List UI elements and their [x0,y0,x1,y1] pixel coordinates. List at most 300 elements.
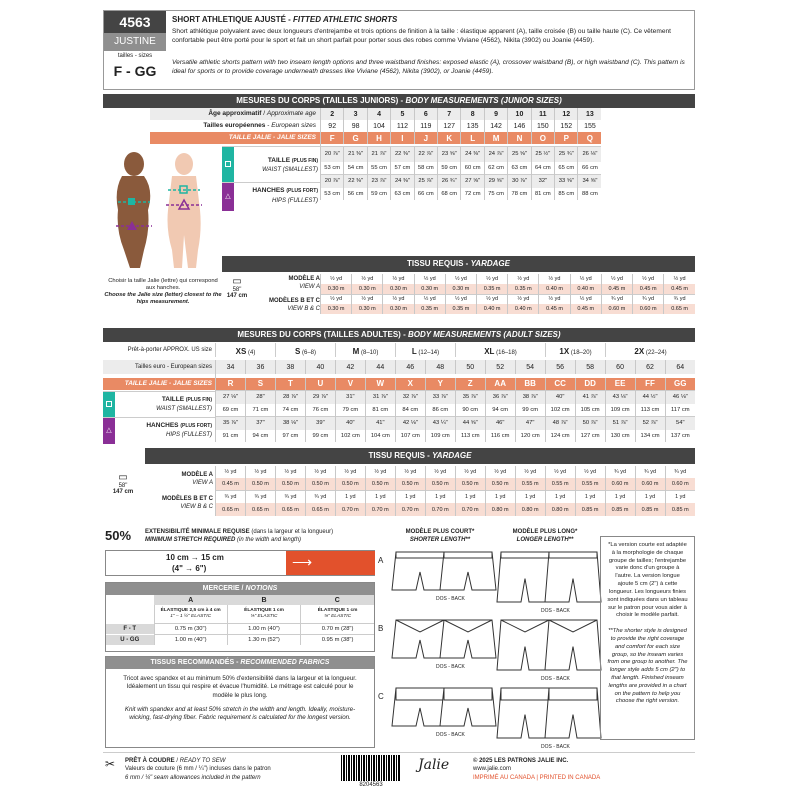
adult-jalie-row-cell: DD [575,378,605,390]
junior-waist-in-row-cell: 25 ¾" [555,146,578,162]
adult-waist-cm-row-cell: 74 cm [275,404,305,416]
adult-bc-yd-row-cell: ¾ yd [305,490,335,503]
junior-a-yd-row [321,274,696,284]
adult-bc-m-row-cell: 0.70 m [425,503,455,516]
junior-a-m-row-cell: 0.45 m [601,284,632,294]
adult-a-yd-row-cell: ¾ yd [665,466,695,478]
adult-euro-label: Tailles euro - European sizes [103,360,215,374]
rtw-size: M (8–10) [335,343,395,357]
adult-hips-in-row-cell: 43 ¼" [425,416,455,430]
adult-model-a-label: MODÈLE A VIEW A [181,472,213,486]
adult-model-bc-label: MODÈLES B ET C VIEW B & C [161,496,213,510]
adult-bc-yd-row-cell: 1 yd [605,490,635,503]
adult-yardage-table [215,466,695,516]
junior-waist-cm-row-cell: 64 cm [531,162,554,174]
junior-a-m-row-cell: 0.45 m [664,284,695,294]
adult-jalie-row-cell: Z [455,378,485,390]
adult-bc-yd-row-cell: ¾ yd [275,490,305,503]
junior-waist-cm-row-cell: 65 cm [555,162,578,174]
junior-hips-in-row-cell: 32" [531,174,554,188]
adult-title: MESURES DU CORPS (TAILLES ADULTES) - BODY MEASUREMENTS (ADULT SIZES) [103,328,695,342]
notions-row: U - GG 1.00 m (40") 1.30 m (52") 0.95 m (38") [106,634,374,645]
adult-a-m-row-cell: 0.50 m [305,478,335,490]
junior-bc-yd-row-cell: ½ yd [539,294,570,304]
stretch-gauge: 10 cm → 15 cm (4" → 6") ⟶ [105,550,375,576]
rtw-size: 2X (22–24) [605,343,695,357]
junior-model-a-label: MODÈLE A VIEW A [288,276,320,290]
adult-waist-in-row-cell: 32 ⅞" [395,390,425,404]
junior-hips-in-row-cell: 24 ⅜" [391,174,414,188]
adult-rtw-row [215,343,695,357]
adult-a-m-row-cell: 0.50 m [485,478,515,490]
adult-hips-cm-row-cell: 130 cm [605,430,635,442]
junior-age-row [321,108,696,120]
adult-a-m-row-cell: 0.60 m [605,478,635,490]
adult-hips-in-row [216,416,696,430]
adult-jalie-row-cell: CC [545,378,575,390]
adult-bc-yd-row-cell: 1 yd [335,490,365,503]
adult-hips-cm-row-cell: 109 cm [425,430,455,442]
adult-hips-cm-row-cell: 116 cm [485,430,515,442]
junior-a-yd-row-cell: ½ yd [601,274,632,284]
junior-hips-cm-row-cell: 72 cm [461,188,484,200]
junior-hips-in-row [321,174,696,188]
adult-waist-cm-row-cell: 99 cm [515,404,545,416]
view-short-header: MODÈLE PLUS COURT* SHORTER LENGTH** [405,529,475,544]
adult-a-m-row-cell: 0.60 m [665,478,695,490]
junior-a-yd-row-cell: ½ yd [570,274,601,284]
adult-waist-in-row-cell: 29 ⅞" [305,390,335,404]
desc-en: Versatile athletic shorts pattern with two inseam length options and three waistband finishes: exposed elastic (A), crossover waistband (B), or high waistband (C). This pattern is ideal for sports or to provide coverage underneath dresses like Viviane (4562), Nikita (3902), or Joanie (4459). [172,59,685,75]
adult-jalie-row-cell: BB [515,378,545,390]
adult-bc-m-row-cell: 0.70 m [455,503,485,516]
junior-hips-cm-row-cell: 88 cm [578,188,601,200]
adult-waist-in-row-cell: 43 ⅛" [605,390,635,404]
adult-a-yd-row-cell: ½ yd [515,466,545,478]
adult-waist-in-row-cell: 31" [335,390,365,404]
adult-waist-cm-row [216,404,696,416]
junior-jalie-row-cell: I [391,132,414,144]
view-long-header: MODÈLE PLUS LONG* LONGER LENGTH** [512,529,578,544]
adult-hips-cm-row-cell: 91 cm [216,430,246,442]
sizes-label: tailles - sizes [117,53,153,59]
adult-a-m-row-cell: 0.50 m [425,478,455,490]
junior-bc-yd-row-cell: ¾ yd [633,294,664,304]
adult-a-m-row-cell: 0.60 m [635,478,665,490]
junior-bc-yd-row-cell: ½ yd [445,294,476,304]
junior-bc-yd-row-cell: ½ yd [383,294,414,304]
junior-waist-cm-row-cell: 53 cm [321,162,344,174]
junior-hips-cm-row-cell: 81 cm [531,188,554,200]
junior-bc-m-row-cell: 0.30 m [352,304,383,314]
junior-waist-cm-row-cell: 59 cm [438,162,461,174]
adult-bc-m-row-cell: 0.65 m [216,503,246,516]
adult-hips-cm-row-cell: 107 cm [395,430,425,442]
desc-fr: Short athlétique polyvalent avec deux longueurs d'entrejambe et trois options de finition à la taille : élastique apparent (A), taille croisée (B) ou taille haute (C). Ce vêtement confortable peut être porté pour le sport et fait un short parfait pour porter sous des robes comme Viviane (4562), Nikita (3902) ou Joanie (4459). [172,28,672,44]
junior-waist-in-row-cell: 25 ⅝" [508,146,531,162]
junior-jalie-row-cell: G [344,132,367,144]
adult-hips-in-row-cell: 48 ⅞" [545,416,575,430]
adult-waist-cm-row-cell: 84 cm [395,404,425,416]
junior-a-m-row-cell: 0.30 m [414,284,445,294]
view-b-short: DOS - BACK [390,618,490,684]
junior-jalie-row-cell: H [367,132,390,144]
junior-hips-cm-row-cell: 78 cm [508,188,531,200]
adult-euro-row-cell: 34 [216,360,246,374]
view-label: A [378,556,384,565]
adult-a-m-row-cell: 0.50 m [275,478,305,490]
junior-fabric-width: ▭ 58" 147 cm [222,274,252,318]
notions-elastic: ÉLASTIQUE 1 cm ⅜" ELASTIC [301,605,374,623]
adult-waist-cm-row-cell: 94 cm [485,404,515,416]
junior-bc-yd-row-cell: ½ yd [477,294,508,304]
junior-waist-cm-row-cell: 55 cm [367,162,390,174]
junior-a-yd-row-cell: ½ yd [352,274,383,284]
adult-waist-cm-row-cell: 117 cm [665,404,695,416]
notions-elastic: ÉLASTIQUE 1 cm ⅜" ELASTIC [227,605,300,623]
adult-a-m-row-cell: 0.55 m [545,478,575,490]
junior-waist-in-row-cell: 25 ½" [531,146,554,162]
view-c-short: DOS - BACK [390,686,490,752]
adult-bc-m-row-cell: 0.85 m [665,503,695,516]
junior-bc-yd-row-cell: ½ yd [321,294,352,304]
adult-waist-in-row-cell: 28 ⅞" [275,390,305,404]
adult-bc-yd-row-cell: 1 yd [545,490,575,503]
junior-a-m-row-cell: 0.40 m [539,284,570,294]
adult-hips-in-row-cell: 47" [515,416,545,430]
adult-euro-row-cell: 48 [425,360,455,374]
junior-a-yd-row-cell: ½ yd [414,274,445,284]
adult-waist-cm-row-cell: 71 cm [245,404,275,416]
adult-a-m-row-cell: 0.50 m [365,478,395,490]
body-figure [104,150,222,270]
adult-euro-row-cell: 52 [485,360,515,374]
adult-hips-cm-row-cell: 120 cm [515,430,545,442]
junior-euro-row-cell: 146 [508,120,531,132]
adult-jalie-row-cell: S [245,378,275,390]
junior-hips-cm-row-cell: 85 cm [555,188,578,200]
adult-hips-cm-row-cell: 137 cm [665,430,695,442]
junior-euro-row-cell: 119 [414,120,437,132]
adult-waist-in-row-cell: 27 ⅛" [216,390,246,404]
adult-waist-cm-row-cell: 102 cm [545,404,575,416]
view-b-long: DOS - BACK [495,618,595,684]
junior-hips-label: △ HANCHES (PLUS FORT) HIPS (FULLEST) [222,182,320,210]
adult-bc-yd-row-cell: 1 yd [395,490,425,503]
junior-hips-in-row-cell: 25 ⅞" [414,174,437,188]
adult-hips-cm-row-cell: 99 cm [305,430,335,442]
junior-age-row-cell: 12 [555,108,578,120]
choose-size-note: Choisir la taille Jalie (lettre) qui correspond aux hanches. Choose the Jalie size (letter) closest to the hips measurement. [104,278,222,305]
adult-bc-yd-row-cell: ¾ yd [245,490,275,503]
adult-hips-cm-row-cell: 127 cm [575,430,605,442]
adult-waist-in-row-cell: 40" [545,390,575,404]
junior-jalie-row-cell: L [461,132,484,144]
junior-waist-cm-row-cell: 60 cm [461,162,484,174]
adult-hips-cm-row-cell: 104 cm [365,430,395,442]
length-notes: *La version courte est adaptée à la morphologie de chaque groupe de tailles; l'entrejambe varie donc d'un groupe à l'autre. La version longue ajoute 5 cm (2") à cette longueur. Les longueurs finies sont indiquées dans un tableau sur le patron pour vous aider à choisir le modèle parfait. **The shorter style is designed to provide the right coverage and comfort for each size group, so the inseam varies from one group to another. The longer style adds 5 cm (2") to that length. Finished inseam lengths are provided in a chart on the pattern to help you choose the right version. [600,536,695,740]
adult-a-yd-row-cell: ½ yd [455,466,485,478]
adult-hips-label: △ HANCHES (PLUS FORT) HIPS (FULLEST) [103,417,215,443]
adult-hips-in-row-cell: 54" [665,416,695,430]
junior-age-row-cell: 13 [578,108,601,120]
adult-euro-row-cell: 36 [245,360,275,374]
adult-hips-in-row-cell: 44 ⅝" [455,416,485,430]
junior-bc-m-row-cell: 0.30 m [321,304,352,314]
adult-waist-cm-row-cell: 79 cm [335,404,365,416]
view-label: B [378,624,384,633]
adult-jalie-label: TAILLE JALIE - JALIE SIZES [103,378,215,390]
junior-a-m-row-cell: 0.30 m [445,284,476,294]
junior-title: MESURES DU CORPS (TAILLES JUNIORS) - BODY MEASUREMENTS (JUNIOR SIZES) [103,94,695,108]
junior-bc-m-row-cell: 0.65 m [664,304,695,314]
arrow-right-icon: ⟶ [292,554,313,570]
adult-jalie-row-cell: X [395,378,425,390]
junior-age-row-cell: 8 [461,108,484,120]
fabric-roll-icon: ▭ [118,472,128,483]
junior-bc-m-row-cell: 0.45 m [570,304,601,314]
adult-hips-in-row-cell: 52 ⅞" [635,416,665,430]
adult-waist-in-row-cell: 36 ⅞" [485,390,515,404]
junior-age-row-cell: 7 [438,108,461,120]
junior-bc-yd-row-cell: ½ yd [508,294,539,304]
adult-fabric-width: ▭ 58" 147 cm [103,466,143,518]
rtw-size: XS (4) [215,343,275,357]
adult-hips-in-row-cell: 40" [335,416,365,430]
junior-age-label: Âge approximatif / Approximate age [150,108,320,120]
junior-a-yd-row-cell: ½ yd [383,274,414,284]
junior-bc-m-row-cell: 0.40 m [477,304,508,314]
fabric-roll-icon: ▭ [232,276,242,287]
junior-jalie-row-cell: J [414,132,437,144]
junior-bc-yd-row-cell: ½ yd [352,294,383,304]
stretch-title: EXTENSIBILITÉ MINIMALE REQUISE (dans la largeur et la longueur) MINIMUM STRETCH REQUIRED (in the width and length) [145,529,334,544]
junior-euro-row-cell: 142 [484,120,507,132]
pattern-name: JUSTINE [104,33,166,51]
barcode [341,755,401,781]
adult-a-m-row-cell: 0.50 m [455,478,485,490]
junior-jalie-row-cell: K [438,132,461,144]
adult-bc-m-row [216,503,696,516]
adult-a-yd-row-cell: ½ yd [485,466,515,478]
junior-euro-row-cell: 104 [367,120,390,132]
junior-hips-cm-row-cell: 68 cm [438,188,461,200]
junior-waist-in-row-cell: 26 ⅛" [578,146,601,162]
adult-hips-in-row-cell: 50 ⅞" [575,416,605,430]
adult-waist-in-row-cell: 41 ⅞" [575,390,605,404]
adult-waist-in-row-cell: 33 ⅞" [425,390,455,404]
junior-jalie-row-cell: M [484,132,507,144]
adult-bc-yd-row-cell: 1 yd [575,490,605,503]
junior-bc-yd-row-cell: ½ yd [570,294,601,304]
junior-hips-in-row-cell: 34 ⅝" [578,174,601,188]
junior-a-m-row [321,284,696,294]
junior-waist-cm-row-cell: 63 cm [508,162,531,174]
junior-waist-in-row-cell: 22 ⅞" [414,146,437,162]
junior-hips-cm-row-cell: 75 cm [484,188,507,200]
adult-jalie-row-cell: EE [605,378,635,390]
adult-waist-cm-row-cell: 86 cm [425,404,455,416]
adult-a-yd-row [216,466,696,478]
rtw-size: XL (16–18) [455,343,545,357]
title-en: FITTED ATHLETIC SHORTS [293,15,398,24]
junior-hips-in-row-cell: 30 ⅞" [508,174,531,188]
adult-waist-in-row-cell: 31 ⅞" [365,390,395,404]
adult-waist-cm-row-cell: 81 cm [365,404,395,416]
adult-waist-cm-row-cell: 109 cm [605,404,635,416]
notions-col: B [227,595,300,605]
rtw-size: S (6–8) [275,343,335,357]
junior-a-yd-row-cell: ½ yd [664,274,695,284]
adult-bc-yd-row-cell: 1 yd [485,490,515,503]
adult-jalie-row-cell: AA [485,378,515,390]
adult-euro-row-cell: 62 [635,360,665,374]
rtw-size: 1X (18–20) [545,343,605,357]
adult-bc-yd-row-cell: 1 yd [455,490,485,503]
adult-a-yd-row-cell: ½ yd [425,466,455,478]
junior-age-row-cell: 10 [508,108,531,120]
junior-bc-m-row-cell: 0.35 m [445,304,476,314]
junior-bc-yd-row [321,294,696,304]
adult-euro-row [216,360,696,374]
scissors-icon: ✂ [105,757,116,771]
notions-row: F - T 0.75 m (30") 1.00 m (40") 0.70 m (28") [106,623,374,634]
junior-euro-row [321,120,696,132]
adult-hips-in-row-cell: 41" [365,416,395,430]
notions-col: A [154,595,227,605]
view-a-long: DOS - BACK [495,550,595,616]
junior-age-row-cell: 9 [484,108,507,120]
junior-hips-in-row-cell: 29 ⅝" [484,174,507,188]
junior-jalie-row-cell: O [531,132,554,144]
size-range: F - GG [113,63,157,79]
junior-a-m-row-cell: 0.45 m [633,284,664,294]
adult-waist-label: TAILLE (PLUS FIN) WAIST (SMALLEST) [103,391,215,417]
adult-euro-row-cell: 64 [665,360,695,374]
adult-waist-in-row-cell: 28" [245,390,275,404]
adult-waist-in-row [216,390,696,404]
junior-a-yd-row-cell: ½ yd [508,274,539,284]
adult-bc-m-row-cell: 0.65 m [275,503,305,516]
junior-model-bc-label: MODÈLES B ET C VIEW B & C [268,298,320,312]
title-fr: SHORT ATHLETIQUE AJUSTÉ [172,15,286,24]
junior-hips-cm-row-cell: 63 cm [391,188,414,200]
adult-hips-cm-row-cell: 102 cm [335,430,365,442]
junior-bc-m-row-cell: 0.60 m [633,304,664,314]
barcode-number: 8204563 [359,782,383,788]
adult-a-yd-row-cell: ¾ yd [605,466,635,478]
adult-jalie-row-cell: FF [635,378,665,390]
junior-hips-cm-row [321,188,696,200]
adult-hips-cm-row-cell: 97 cm [275,430,305,442]
junior-yardage-title: TISSU REQUIS - YARDAGE [222,256,695,272]
adult-a-yd-row-cell: ½ yd [275,466,305,478]
notions-col: C [301,595,374,605]
adult-waist-cm-row-cell: 105 cm [575,404,605,416]
junior-waist-cm-row-cell: 66 cm [578,162,601,174]
junior-waist-in-row-cell: 22 ⅜" [391,146,414,162]
adult-bc-yd-row [216,490,696,503]
junior-a-m-row-cell: 0.35 m [477,284,508,294]
junior-age-row-cell: 5 [391,108,414,120]
adult-euro-row-cell: 46 [395,360,425,374]
junior-waist-cm-row-cell: 58 cm [414,162,437,174]
junior-a-yd-row-cell: ½ yd [321,274,352,284]
adult-a-yd-row-cell: ½ yd [395,466,425,478]
adult-rtw-label: Prêt-à-porter APPROX. US size [127,347,212,353]
adult-bc-m-row-cell: 0.70 m [395,503,425,516]
adult-euro-row-cell: 44 [365,360,395,374]
junior-euro-row-cell: 98 [344,120,367,132]
adult-waist-cm-row-cell: 113 cm [635,404,665,416]
adult-hips-in-row-cell: 39" [305,416,335,430]
adult-euro-row-cell: 40 [305,360,335,374]
adult-hips-in-row-cell: 46" [485,416,515,430]
junior-a-m-row-cell: 0.40 m [570,284,601,294]
junior-waist-label: TAILLE (PLUS FIN) WAIST (SMALLEST) [222,146,320,182]
adult-waist-in-row-cell: 46 ⅛" [665,390,695,404]
junior-euro-row-cell: 92 [321,120,344,132]
junior-bc-m-row-cell: 0.45 m [539,304,570,314]
adult-hips-in-row-cell: 51 ⅞" [605,416,635,430]
junior-waist-in-row-cell: 20 ⅞" [321,146,344,162]
junior-hips-cm-row-cell: 56 cm [344,188,367,200]
adult-a-yd-row-cell: ½ yd [216,466,246,478]
junior-hips-cm-row-cell: 59 cm [367,188,390,200]
junior-age-row-cell: 4 [367,108,390,120]
adult-bc-m-row-cell: 0.80 m [485,503,515,516]
notions-elastic: ÉLASTIQUE 2,5 cm à 4 cm 1" – 1 ½" ELASTIC [154,605,227,623]
junior-hips-in-row-cell: 26 ¾" [438,174,461,188]
adult-jalie-row [216,378,696,390]
junior-hips-in-row-cell: 23 ⅞" [367,174,390,188]
adult-hips-in-row-cell: 37" [245,416,275,430]
adult-bc-m-row-cell: 0.85 m [605,503,635,516]
adult-waist-cm-row-cell: 76 cm [305,404,335,416]
junior-jalie-row-cell: Q [578,132,601,144]
notions-box: MERCERIE / NOTIONS A B C ÉLASTIQUE 2,5 cm à 4 cm 1" – 1 ½" ELASTIC ÉLASTIQUE 1 cm ⅜" ELASTIC ÉLASTIQUE 1 cm ⅜" ELASTIC F - T 0.75 m (30") 1.00 m (40") 0.70 m (28") U - GG 1.00 m (40") 1.30 m (52") 0.95 m (38") [105,582,375,652]
footer: ✂ PRÊT À COUDRE / READY TO SEW Valeurs de couture (6 mm / ¼") incluses dans le patron 6 mm / ¼" seam allowances included in the pattern 8204563 Jalie © 2025 LES PATRONS JALIE INC. www.jalie.com IMPRIMÉ AU CANADA | PRINTED IN CANADA [103,752,695,792]
junior-euro-row-cell: 127 [438,120,461,132]
adult-hips-cm-row-cell: 124 cm [545,430,575,442]
adult-a-m-row-cell: 0.50 m [395,478,425,490]
junior-yardage-table [320,274,695,314]
adult-bc-m-row-cell: 0.85 m [575,503,605,516]
junior-age-row-cell: 2 [321,108,344,120]
junior-waist-in-row-cell: 24 ⅜" [461,146,484,162]
view-label: C [378,692,384,701]
junior-a-yd-row-cell: ½ yd [477,274,508,284]
adult-bc-yd-row-cell: 1 yd [365,490,395,503]
junior-waist-in-row-cell: 24 ⅞" [484,146,507,162]
adult-a-m-row-cell: 0.45 m [216,478,246,490]
junior-waist-cm-row [321,162,696,174]
junior-bc-m-row-cell: 0.30 m [383,304,414,314]
junior-euro-row-cell: 155 [578,120,601,132]
junior-bc-m-row [321,304,696,314]
junior-waist-cm-row-cell: 54 cm [344,162,367,174]
junior-hips-in-row-cell: 20 ⅞" [321,174,344,188]
junior-hips-in-row-cell: 22 ⅜" [344,174,367,188]
rtw-size: L (12–14) [395,343,455,357]
junior-bc-m-row-cell: 0.60 m [601,304,632,314]
junior-a-yd-row-cell: ½ yd [539,274,570,284]
junior-bc-yd-row-cell: ¾ yd [601,294,632,304]
adult-waist-in-row-cell: 44 ½" [635,390,665,404]
junior-bc-m-row-cell: 0.40 m [508,304,539,314]
junior-waist-in-row-cell: 21 ⅜" [344,146,367,162]
adult-hips-cm-row-cell: 134 cm [635,430,665,442]
